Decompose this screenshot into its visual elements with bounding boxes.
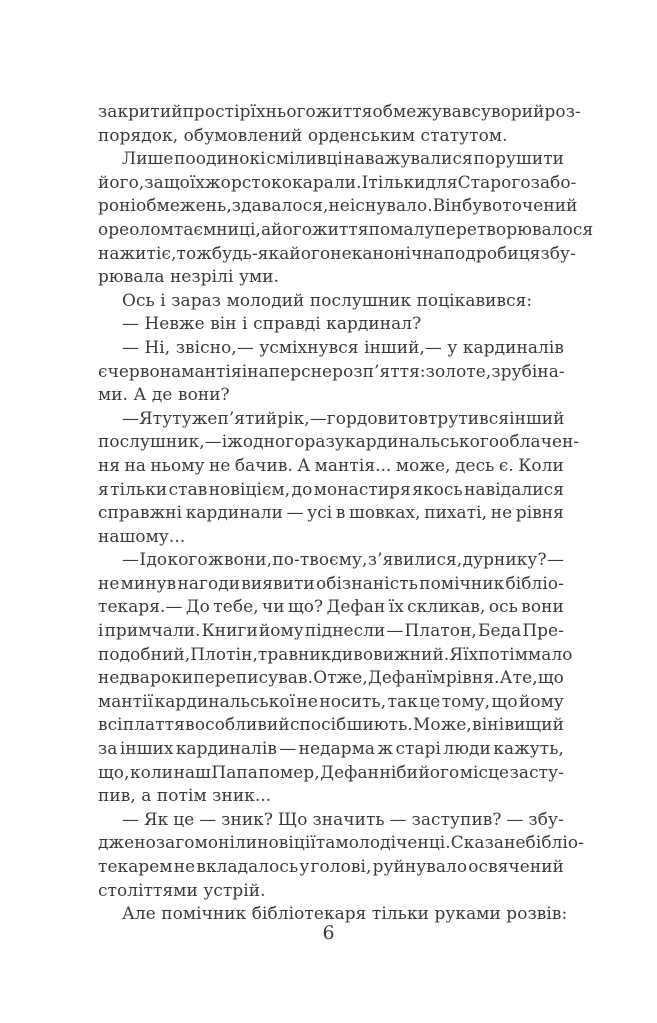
- text-line: справжні кардинали — усі в шовках, пихаті, не рівня: [98, 502, 564, 523]
- text-line: джено загомоніли новіції та молоді ченці. Сказане бібліо-: [98, 832, 584, 853]
- text-line: мантії кардинальської не носить, так це тому, що йому: [98, 690, 564, 711]
- text-line: пив, а потім зник...: [98, 785, 272, 806]
- text-line: ореолом таємниці, а його життя помалу перетворювалося: [98, 218, 594, 239]
- text-line: ми. А де вони?: [98, 384, 230, 405]
- text-line: на житіє, тож будь-яка його неканонічна подробиця збу-: [98, 242, 576, 263]
- text-line: за інших кардиналів — недарма ж старі люди кажуть,: [98, 738, 564, 759]
- text-line: закритий простір їхнього життя обмежував суворий роз-: [98, 101, 581, 121]
- text-line: Ось і зараз молодий послушник поцікавився:: [122, 289, 533, 310]
- text-line: рювала незрілі уми.: [98, 266, 280, 287]
- text-line: — Як це — зник? Що значить — заступив? — збу-: [122, 808, 564, 829]
- text-line: — Невже він і справді кардинал?: [122, 313, 422, 334]
- text-line: що, коли наш Папа помер, Дефан ніби його місце засту-: [98, 761, 564, 782]
- page-body-text: [98, 100, 594, 926]
- text-line: є червона мантія і наперсне розп’яття: золоте, з рубіна-: [98, 360, 565, 381]
- text-line: століттями устрій.: [98, 879, 266, 900]
- text-line: Лише поодинокі сміливці наважувалися порушити: [122, 148, 564, 169]
- text-line: не два роки переписував. Отже, Дефан їм рівня. А те, що: [98, 667, 564, 688]
- text-line: і примчали. Книги йому піднесли — Платон, Беда Пре-: [98, 620, 564, 641]
- text-line: — І до кого ж вони, по-твоєму, з’явилися, дурнику? —: [122, 549, 564, 570]
- text-line: я тільки став новіцієм, до монастиря якось навідалися: [98, 478, 564, 499]
- text-line: рон і обмежень, здавалося, не існувало. Він був оточений: [98, 195, 578, 216]
- text-line: його, за що їх жорстоко карали. І тільки для Старого забо-: [98, 171, 577, 192]
- text-line: нашому...: [98, 525, 186, 546]
- text-line: — Ні, звісно,— усміхнувся інший,— у кардиналів: [122, 336, 564, 357]
- text-line: текаря.— До тебе, чи що? Дефан їх скликав, ось вони: [98, 596, 564, 617]
- text-line: порядок, обумовлений орденським статутом.: [98, 124, 508, 145]
- text-line: послушник,— і жодного разу кардинальського облачен-: [98, 431, 580, 452]
- text-line: — Я тут уже п’ятий рік,— гордовито втрутився інший: [122, 407, 565, 428]
- text-line: текарем не вкладалось у голові, руйнувало освячений: [98, 856, 564, 876]
- text-line: Але помічник бібліотекаря тільки руками розвів:: [122, 903, 568, 924]
- text-line: ня на ньому не бачив. А мантія... може, десь є. Коли: [98, 454, 564, 475]
- text-line: подобний, Плотін, травник дивовижний. Я їх потім мало: [98, 643, 573, 664]
- text-line: всі плаття в особливий спосіб шиють. Може, він і вищий: [98, 714, 564, 735]
- page-number: 6: [322, 922, 335, 944]
- text-line: не минув нагоди виявити обізнаність помічник бібліо-: [98, 572, 564, 593]
